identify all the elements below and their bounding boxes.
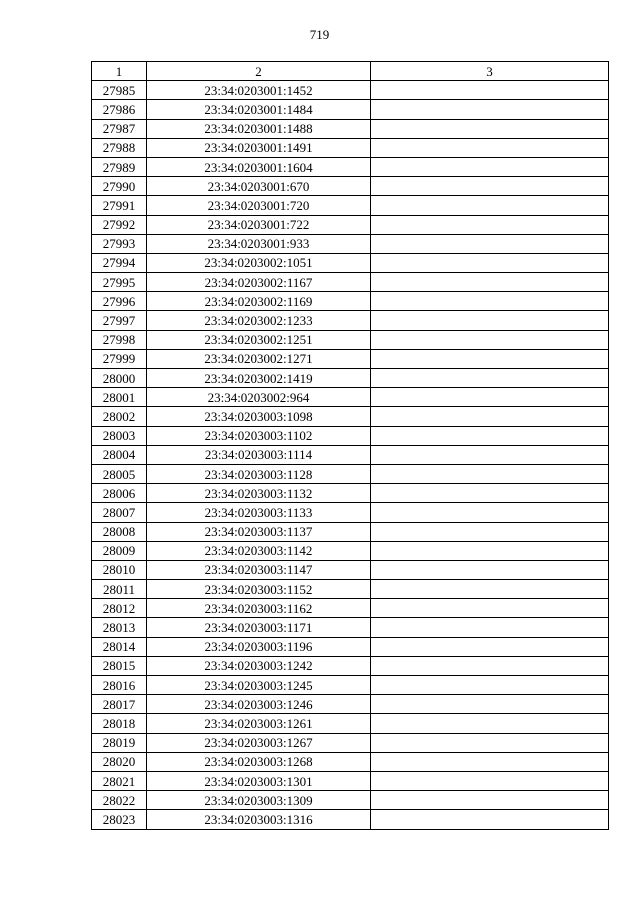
table-row	[92, 253, 609, 272]
cadastral-number-cell: 23:34:0203002:1169	[147, 292, 371, 311]
notes-cell	[371, 656, 609, 675]
notes-cell	[371, 196, 609, 215]
cadastral-number-cell: 23:34:0203003:1142	[147, 541, 371, 560]
row-number-cell: 28003	[92, 426, 147, 445]
notes-cell	[371, 330, 609, 349]
notes-cell	[371, 695, 609, 714]
notes-cell	[371, 791, 609, 810]
row-number-cell: 28008	[92, 522, 147, 541]
cadastral-number-cell: 23:34:0203003:1316	[147, 810, 371, 829]
notes-cell	[371, 445, 609, 464]
table-row	[92, 733, 609, 752]
registry-table	[91, 61, 609, 830]
row-number-cell: 27988	[92, 138, 147, 157]
page-number: 719	[309, 27, 330, 42]
table-row	[92, 407, 609, 426]
registry-table-body	[92, 62, 609, 830]
row-number-cell: 28013	[92, 618, 147, 637]
table-row	[92, 522, 609, 541]
cadastral-number-cell: 23:34:0203003:1133	[147, 503, 371, 522]
notes-cell	[371, 580, 609, 599]
row-number-cell: 27989	[92, 157, 147, 176]
notes-cell	[371, 618, 609, 637]
table-row	[92, 695, 609, 714]
cadastral-number-cell: 23:34:0203003:1098	[147, 407, 371, 426]
notes-cell	[371, 100, 609, 119]
row-number-cell: 28018	[92, 714, 147, 733]
table-row	[92, 157, 609, 176]
notes-cell	[371, 714, 609, 733]
row-number-cell: 27985	[92, 81, 147, 100]
cadastral-number-cell: 23:34:0203001:722	[147, 215, 371, 234]
row-number-cell: 27994	[92, 253, 147, 272]
table-row	[92, 215, 609, 234]
notes-cell	[371, 215, 609, 234]
table-row	[92, 445, 609, 464]
cadastral-number-cell: 23:34:0203003:1137	[147, 522, 371, 541]
cadastral-number-cell: 23:34:0203002:1271	[147, 349, 371, 368]
cadastral-number-cell: 23:34:0203002:1419	[147, 369, 371, 388]
table-row	[92, 138, 609, 157]
table-row	[92, 196, 609, 215]
table-row	[92, 426, 609, 445]
table-row	[92, 676, 609, 695]
row-number-cell: 28021	[92, 771, 147, 790]
row-number-cell: 28000	[92, 369, 147, 388]
table-row	[92, 580, 609, 599]
row-number-cell: 28023	[92, 810, 147, 829]
cadastral-number-cell: 23:34:0203001:933	[147, 234, 371, 253]
notes-cell	[371, 177, 609, 196]
table-row	[92, 560, 609, 579]
notes-cell	[371, 81, 609, 100]
row-number-cell: 28022	[92, 791, 147, 810]
row-number-cell: 28017	[92, 695, 147, 714]
table-row	[92, 503, 609, 522]
row-number-cell: 28005	[92, 464, 147, 483]
table-row	[92, 484, 609, 503]
cadastral-number-cell: 23:34:0203003:1242	[147, 656, 371, 675]
row-number-cell: 27987	[92, 119, 147, 138]
table-row	[92, 791, 609, 810]
table-row	[92, 810, 609, 829]
cadastral-number-cell: 23:34:0203001:720	[147, 196, 371, 215]
cadastral-number-cell: 23:34:0203003:1268	[147, 752, 371, 771]
row-number-cell: 27997	[92, 311, 147, 330]
notes-cell	[371, 273, 609, 292]
row-number-cell: 27995	[92, 273, 147, 292]
notes-cell	[371, 464, 609, 483]
notes-cell	[371, 637, 609, 656]
table-row	[92, 541, 609, 560]
row-number-cell: 28009	[92, 541, 147, 560]
row-number-cell: 28020	[92, 752, 147, 771]
notes-cell	[371, 138, 609, 157]
notes-cell	[371, 541, 609, 560]
notes-cell	[371, 522, 609, 541]
row-number-cell: 28004	[92, 445, 147, 464]
cadastral-number-cell: 23:34:0203002:1251	[147, 330, 371, 349]
row-number-cell: 28002	[92, 407, 147, 426]
cadastral-number-cell: 23:34:0203003:1267	[147, 733, 371, 752]
notes-cell	[371, 388, 609, 407]
notes-cell	[371, 157, 609, 176]
row-number-cell: 28006	[92, 484, 147, 503]
notes-cell	[371, 349, 609, 368]
table-row	[92, 388, 609, 407]
notes-cell	[371, 560, 609, 579]
notes-cell	[371, 311, 609, 330]
cadastral-number-cell: 23:34:0203002:1167	[147, 273, 371, 292]
table-row	[92, 637, 609, 656]
table-row	[92, 119, 609, 138]
row-number-cell: 28012	[92, 599, 147, 618]
row-number-cell: 28011	[92, 580, 147, 599]
cadastral-number-cell: 23:34:0203003:1132	[147, 484, 371, 503]
table-row	[92, 349, 609, 368]
cadastral-number-cell: 23:34:0203002:1233	[147, 311, 371, 330]
cadastral-number-cell: 23:34:0203003:1128	[147, 464, 371, 483]
cadastral-number-cell: 23:34:0203003:1147	[147, 560, 371, 579]
row-number-cell: 27986	[92, 100, 147, 119]
table-row	[92, 369, 609, 388]
cadastral-number-cell: 23:34:0203003:1114	[147, 445, 371, 464]
table-row	[92, 234, 609, 253]
notes-cell	[371, 484, 609, 503]
column-header-notes: 3	[371, 62, 609, 81]
column-header-cadastral-number: 2	[147, 62, 371, 81]
table-row	[92, 656, 609, 675]
cadastral-number-cell: 23:34:0203003:1102	[147, 426, 371, 445]
table-row	[92, 714, 609, 733]
row-number-cell: 28019	[92, 733, 147, 752]
cadastral-number-cell: 23:34:0203003:1162	[147, 599, 371, 618]
notes-cell	[371, 426, 609, 445]
row-number-cell: 27993	[92, 234, 147, 253]
row-number-cell: 28014	[92, 637, 147, 656]
cadastral-number-cell: 23:34:0203003:1246	[147, 695, 371, 714]
notes-cell	[371, 292, 609, 311]
notes-cell	[371, 733, 609, 752]
cadastral-number-cell: 23:34:0203001:1604	[147, 157, 371, 176]
cadastral-number-cell: 23:34:0203001:1484	[147, 100, 371, 119]
cadastral-number-cell: 23:34:0203001:1491	[147, 138, 371, 157]
table-header-row	[92, 62, 609, 81]
cadastral-number-cell: 23:34:0203003:1261	[147, 714, 371, 733]
cadastral-number-cell: 23:34:0203003:1171	[147, 618, 371, 637]
cadastral-number-cell: 23:34:0203003:1196	[147, 637, 371, 656]
row-number-cell: 27996	[92, 292, 147, 311]
table-row	[92, 100, 609, 119]
table-row	[92, 599, 609, 618]
notes-cell	[371, 771, 609, 790]
notes-cell	[371, 119, 609, 138]
table-row	[92, 464, 609, 483]
row-number-cell: 28007	[92, 503, 147, 522]
table-row	[92, 771, 609, 790]
cadastral-number-cell: 23:34:0203003:1152	[147, 580, 371, 599]
column-header-number: 1	[92, 62, 147, 81]
table-row	[92, 330, 609, 349]
table-row	[92, 618, 609, 637]
table-row	[92, 177, 609, 196]
cadastral-number-cell: 23:34:0203002:1051	[147, 253, 371, 272]
notes-cell	[371, 676, 609, 695]
notes-cell	[371, 234, 609, 253]
table-row	[92, 311, 609, 330]
notes-cell	[371, 503, 609, 522]
table-row	[92, 752, 609, 771]
row-number-cell: 27992	[92, 215, 147, 234]
table-row	[92, 273, 609, 292]
notes-cell	[371, 407, 609, 426]
cadastral-number-cell: 23:34:0203001:670	[147, 177, 371, 196]
row-number-cell: 27991	[92, 196, 147, 215]
row-number-cell: 27990	[92, 177, 147, 196]
table-row	[92, 292, 609, 311]
row-number-cell: 28001	[92, 388, 147, 407]
cadastral-number-cell: 23:34:0203001:1452	[147, 81, 371, 100]
notes-cell	[371, 599, 609, 618]
row-number-cell: 28016	[92, 676, 147, 695]
row-number-cell: 27998	[92, 330, 147, 349]
cadastral-number-cell: 23:34:0203003:1245	[147, 676, 371, 695]
notes-cell	[371, 253, 609, 272]
cadastral-number-cell: 23:34:0203002:964	[147, 388, 371, 407]
table-row	[92, 81, 609, 100]
notes-cell	[371, 810, 609, 829]
row-number-cell: 27999	[92, 349, 147, 368]
row-number-cell: 28015	[92, 656, 147, 675]
cadastral-number-cell: 23:34:0203003:1309	[147, 791, 371, 810]
cadastral-number-cell: 23:34:0203001:1488	[147, 119, 371, 138]
notes-cell	[371, 369, 609, 388]
row-number-cell: 28010	[92, 560, 147, 579]
notes-cell	[371, 752, 609, 771]
cadastral-number-cell: 23:34:0203003:1301	[147, 771, 371, 790]
